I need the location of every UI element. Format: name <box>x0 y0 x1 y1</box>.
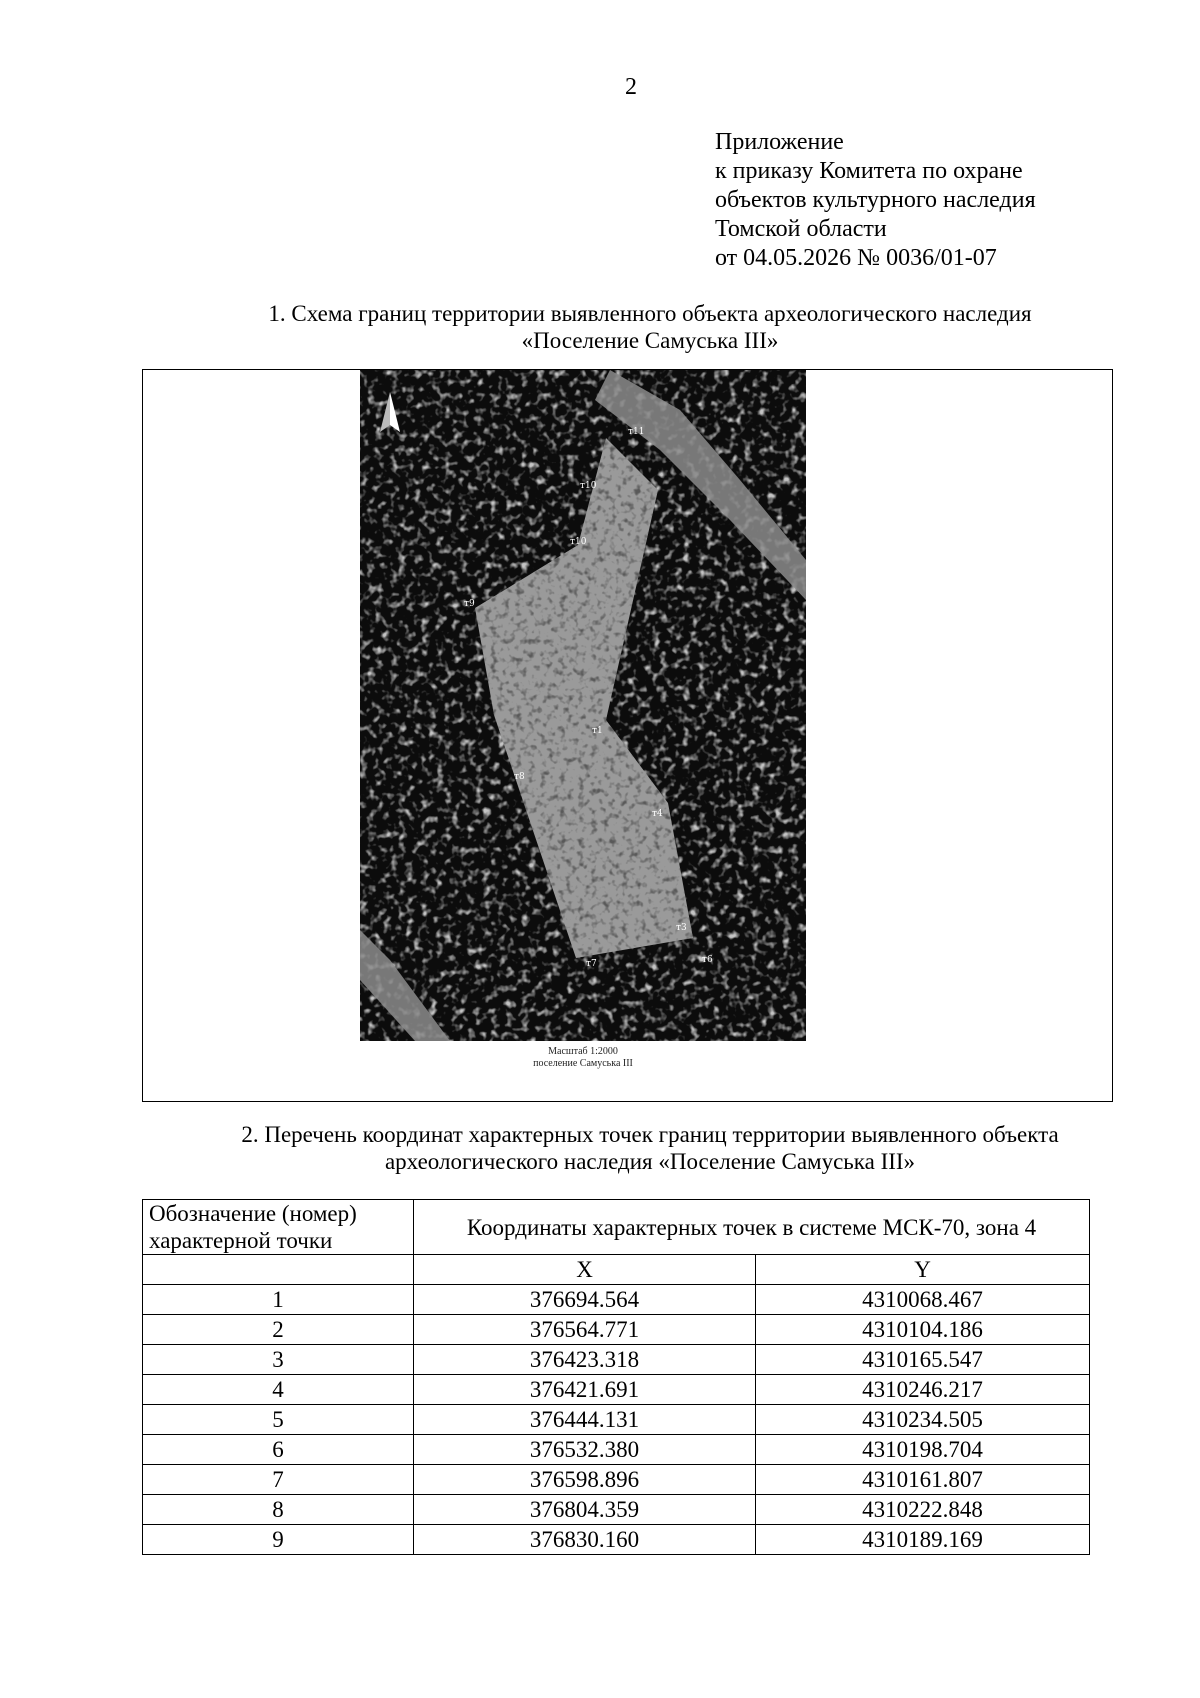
y-coordinate-cell: 4310222.848 <box>756 1495 1090 1525</box>
header-coordinates: Координаты характерных точек в системе МСК-70, зона 4 <box>414 1200 1090 1255</box>
point-number-cell: 3 <box>143 1345 414 1375</box>
map-point-label: т10 <box>580 481 597 491</box>
table-row <box>143 1525 1090 1555</box>
point-number-cell: 6 <box>143 1435 414 1465</box>
table-row <box>143 1345 1090 1375</box>
section-2-title-line: археологического наследия «Поселение Самуська III» <box>384 1149 916 1174</box>
header-y: Y <box>756 1255 1090 1285</box>
coordinates-table <box>142 1199 1090 1555</box>
header-point-number: Обозначение (номер) характерной точки <box>143 1200 414 1255</box>
appendix-line: Томской области <box>715 216 887 242</box>
appendix-line: Приложение <box>715 129 844 155</box>
x-coordinate-cell: 376532.380 <box>414 1435 756 1465</box>
x-coordinate-cell: 376694.564 <box>414 1285 756 1315</box>
point-number-cell: 4 <box>143 1375 414 1405</box>
x-coordinate-cell: 376423.318 <box>414 1345 756 1375</box>
y-coordinate-cell: 4310189.169 <box>756 1525 1090 1555</box>
section-1-title-line: 1. Схема границ территории выявленного объекта археологического наследия <box>268 301 1032 326</box>
y-coordinate-cell: 4310165.547 <box>756 1345 1090 1375</box>
map-object-label: поселение Самуська III <box>533 1058 633 1069</box>
x-coordinate-cell: 376421.691 <box>414 1375 756 1405</box>
point-number-cell: 5 <box>143 1405 414 1435</box>
x-coordinate-cell: 376830.160 <box>414 1525 756 1555</box>
y-coordinate-cell: 4310068.467 <box>756 1285 1090 1315</box>
boundary-map-frame <box>142 369 1113 1102</box>
section-2-title <box>150 1121 1150 1175</box>
table-row <box>143 1315 1090 1345</box>
table-row <box>143 1435 1090 1465</box>
table-row <box>143 1375 1090 1405</box>
table-row <box>143 1465 1090 1495</box>
point-number-cell: 8 <box>143 1495 414 1525</box>
map-point-label: т3 <box>676 923 687 933</box>
point-number-cell: 7 <box>143 1465 414 1495</box>
map-point-label: т9 <box>464 599 475 609</box>
point-number-cell: 2 <box>143 1315 414 1345</box>
appendix-line: объектов культурного наследия <box>715 187 1036 213</box>
map-point-label: т11 <box>628 427 645 437</box>
y-coordinate-cell: 4310104.186 <box>756 1315 1090 1345</box>
appendix-block <box>715 128 1036 273</box>
section-1-title <box>150 300 1150 354</box>
x-coordinate-cell: 376444.131 <box>414 1405 756 1435</box>
point-number-cell: 1 <box>143 1285 414 1315</box>
map-caption <box>360 1046 806 1070</box>
table-row <box>143 1285 1090 1315</box>
page-number: 2 <box>625 74 637 100</box>
map-point-label: т10 <box>570 537 587 547</box>
y-coordinate-cell: 4310161.807 <box>756 1465 1090 1495</box>
section-1-title-line: «Поселение Самуська III» <box>521 328 779 353</box>
table-row <box>143 1495 1090 1525</box>
map-point-label: т1 <box>592 726 603 736</box>
boundary-map-image <box>360 370 806 1041</box>
map-point-label: т6 <box>702 955 713 965</box>
x-coordinate-cell: 376564.771 <box>414 1315 756 1345</box>
map-point-label: т4 <box>652 809 663 819</box>
point-number-cell: 9 <box>143 1525 414 1555</box>
map-point-label: т7 <box>586 959 597 969</box>
map-scale-label: Масштаб 1:2000 <box>548 1046 618 1057</box>
map-point-label: т8 <box>514 772 525 782</box>
y-coordinate-cell: 4310234.505 <box>756 1405 1090 1435</box>
x-coordinate-cell: 376804.359 <box>414 1495 756 1525</box>
header-x: X <box>414 1255 756 1285</box>
table-subheader-row <box>143 1255 1090 1285</box>
y-coordinate-cell: 4310246.217 <box>756 1375 1090 1405</box>
y-coordinate-cell: 4310198.704 <box>756 1435 1090 1465</box>
section-2-title-line: 2. Перечень координат характерных точек границ территории выявленного объекта <box>241 1122 1059 1147</box>
subheader-empty-cell <box>143 1255 414 1285</box>
appendix-line: к приказу Комитета по охране <box>715 158 1023 184</box>
table-header-row <box>143 1200 1090 1255</box>
table-row <box>143 1405 1090 1435</box>
x-coordinate-cell: 376598.896 <box>414 1465 756 1495</box>
appendix-line: от 04.05.2026 № 0036/01-07 <box>715 245 997 271</box>
